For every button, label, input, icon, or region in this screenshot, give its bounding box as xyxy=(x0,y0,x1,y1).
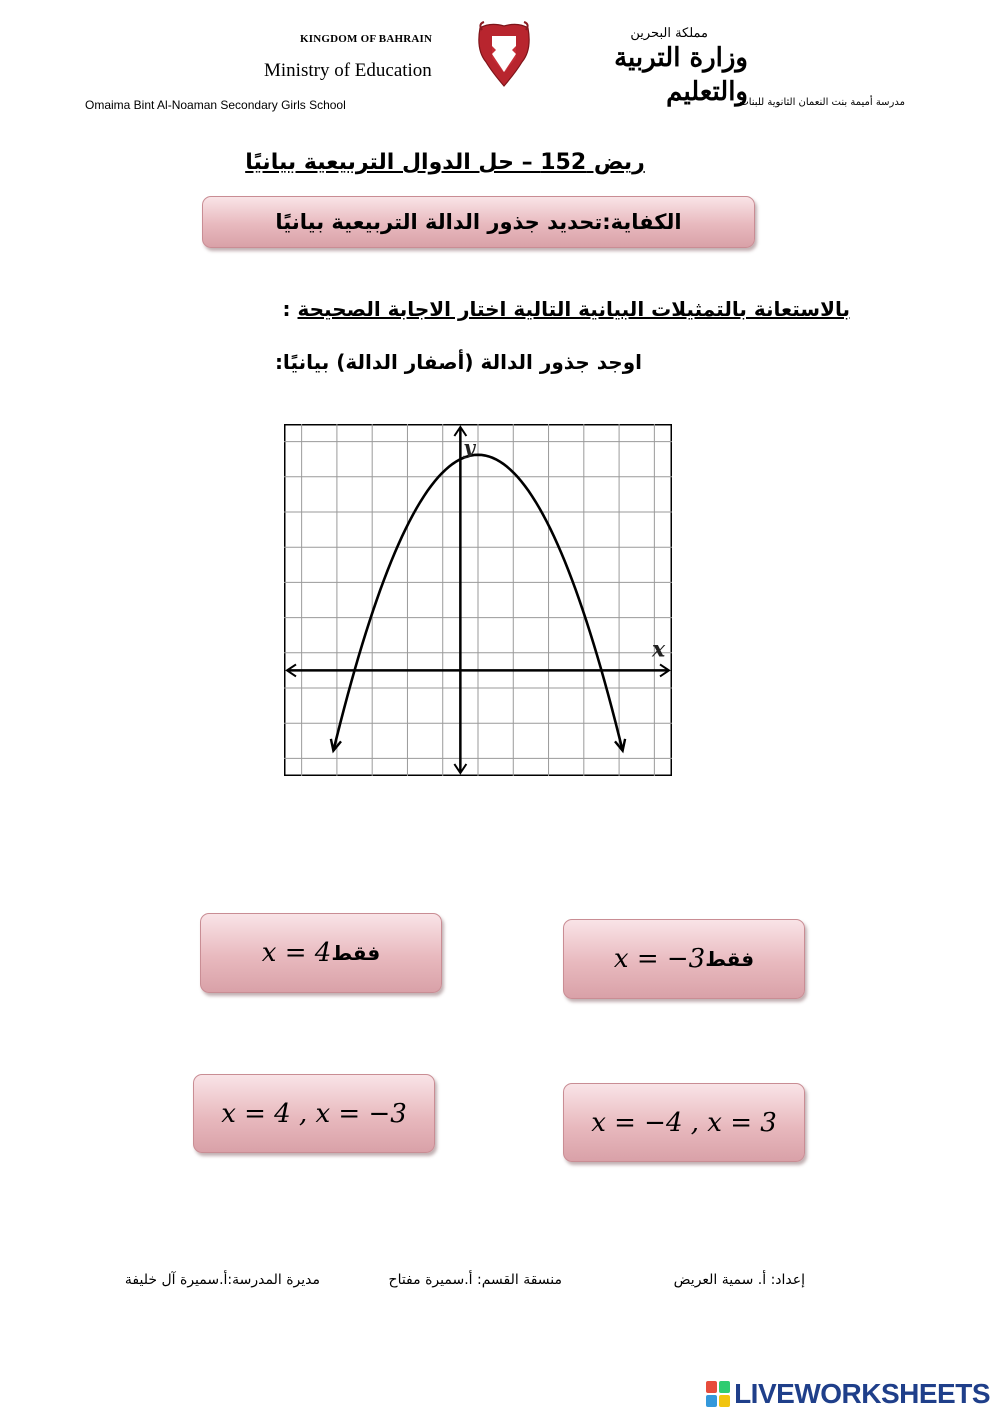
answer-3-math: x = 4 , x = −3 xyxy=(221,1098,407,1129)
answer-2-math: x = −3 xyxy=(613,944,706,974)
answer-option-1[interactable] xyxy=(200,913,442,993)
department-coordinator: منسقة القسم: أ.سميرة مفتاح xyxy=(388,1272,562,1288)
kingdom-en-label: KINGDOM OF BAHRAIN xyxy=(300,33,433,45)
instruction-tail: : xyxy=(282,297,298,321)
answer-option-2[interactable] xyxy=(563,919,805,999)
instruction-text xyxy=(283,297,850,321)
school-name-ar: مدرسة أميمة بنت النعمان الثانوية للبنات xyxy=(739,97,905,108)
answer-1-suffix: فقط xyxy=(331,941,381,965)
competency-banner xyxy=(202,196,755,248)
liveworksheets-brand[interactable] xyxy=(706,1378,990,1410)
competency-text: الكفاية:تحديد جذور الدالة التربيعية بيانيًا xyxy=(275,210,682,234)
answer-option-3[interactable] xyxy=(193,1074,435,1153)
answer-option-4[interactable] xyxy=(563,1083,805,1162)
liveworksheets-wordmark: LIVEWORKSHEETS xyxy=(734,1378,990,1409)
answer-4-math: x = −4 , x = 3 xyxy=(591,1107,777,1138)
prepared-by: إعداد: أ. سمية العريض xyxy=(673,1272,805,1288)
answer-2-suffix: فقط xyxy=(705,947,755,971)
school-name-en: Omaima Bint Al-Noaman Secondary Girls School xyxy=(85,98,346,112)
ministry-ar-label: وزارة التربية والتعليم xyxy=(614,43,748,107)
instruction-underlined: بالاستعانة بالتمثيلات البيانية التالية اختار الاجابة الصحيحة xyxy=(297,297,850,321)
parabola-graph xyxy=(284,424,672,776)
school-principal: مديرة المدرسة:أ.سميرة آل خليفة xyxy=(124,1272,320,1288)
question-text: اوجد جذور الدالة (أصفار الدالة) بيانيًا: xyxy=(274,350,642,374)
kingdom-ar-label: مملكة البحرين xyxy=(630,26,708,41)
answer-1-math: x = 4 xyxy=(261,938,332,968)
lesson-title: ريض 152 – حل الدوال التربيعية بيانيًا xyxy=(245,150,645,175)
ministry-ar-block xyxy=(548,26,748,109)
liveworksheets-logo-icon xyxy=(706,1381,730,1407)
y-axis-label: y xyxy=(463,435,475,459)
x-axis-label: x xyxy=(652,636,666,663)
bahrain-emblem-icon xyxy=(472,20,536,90)
ministry-en-label: Ministry of Education xyxy=(264,60,432,81)
